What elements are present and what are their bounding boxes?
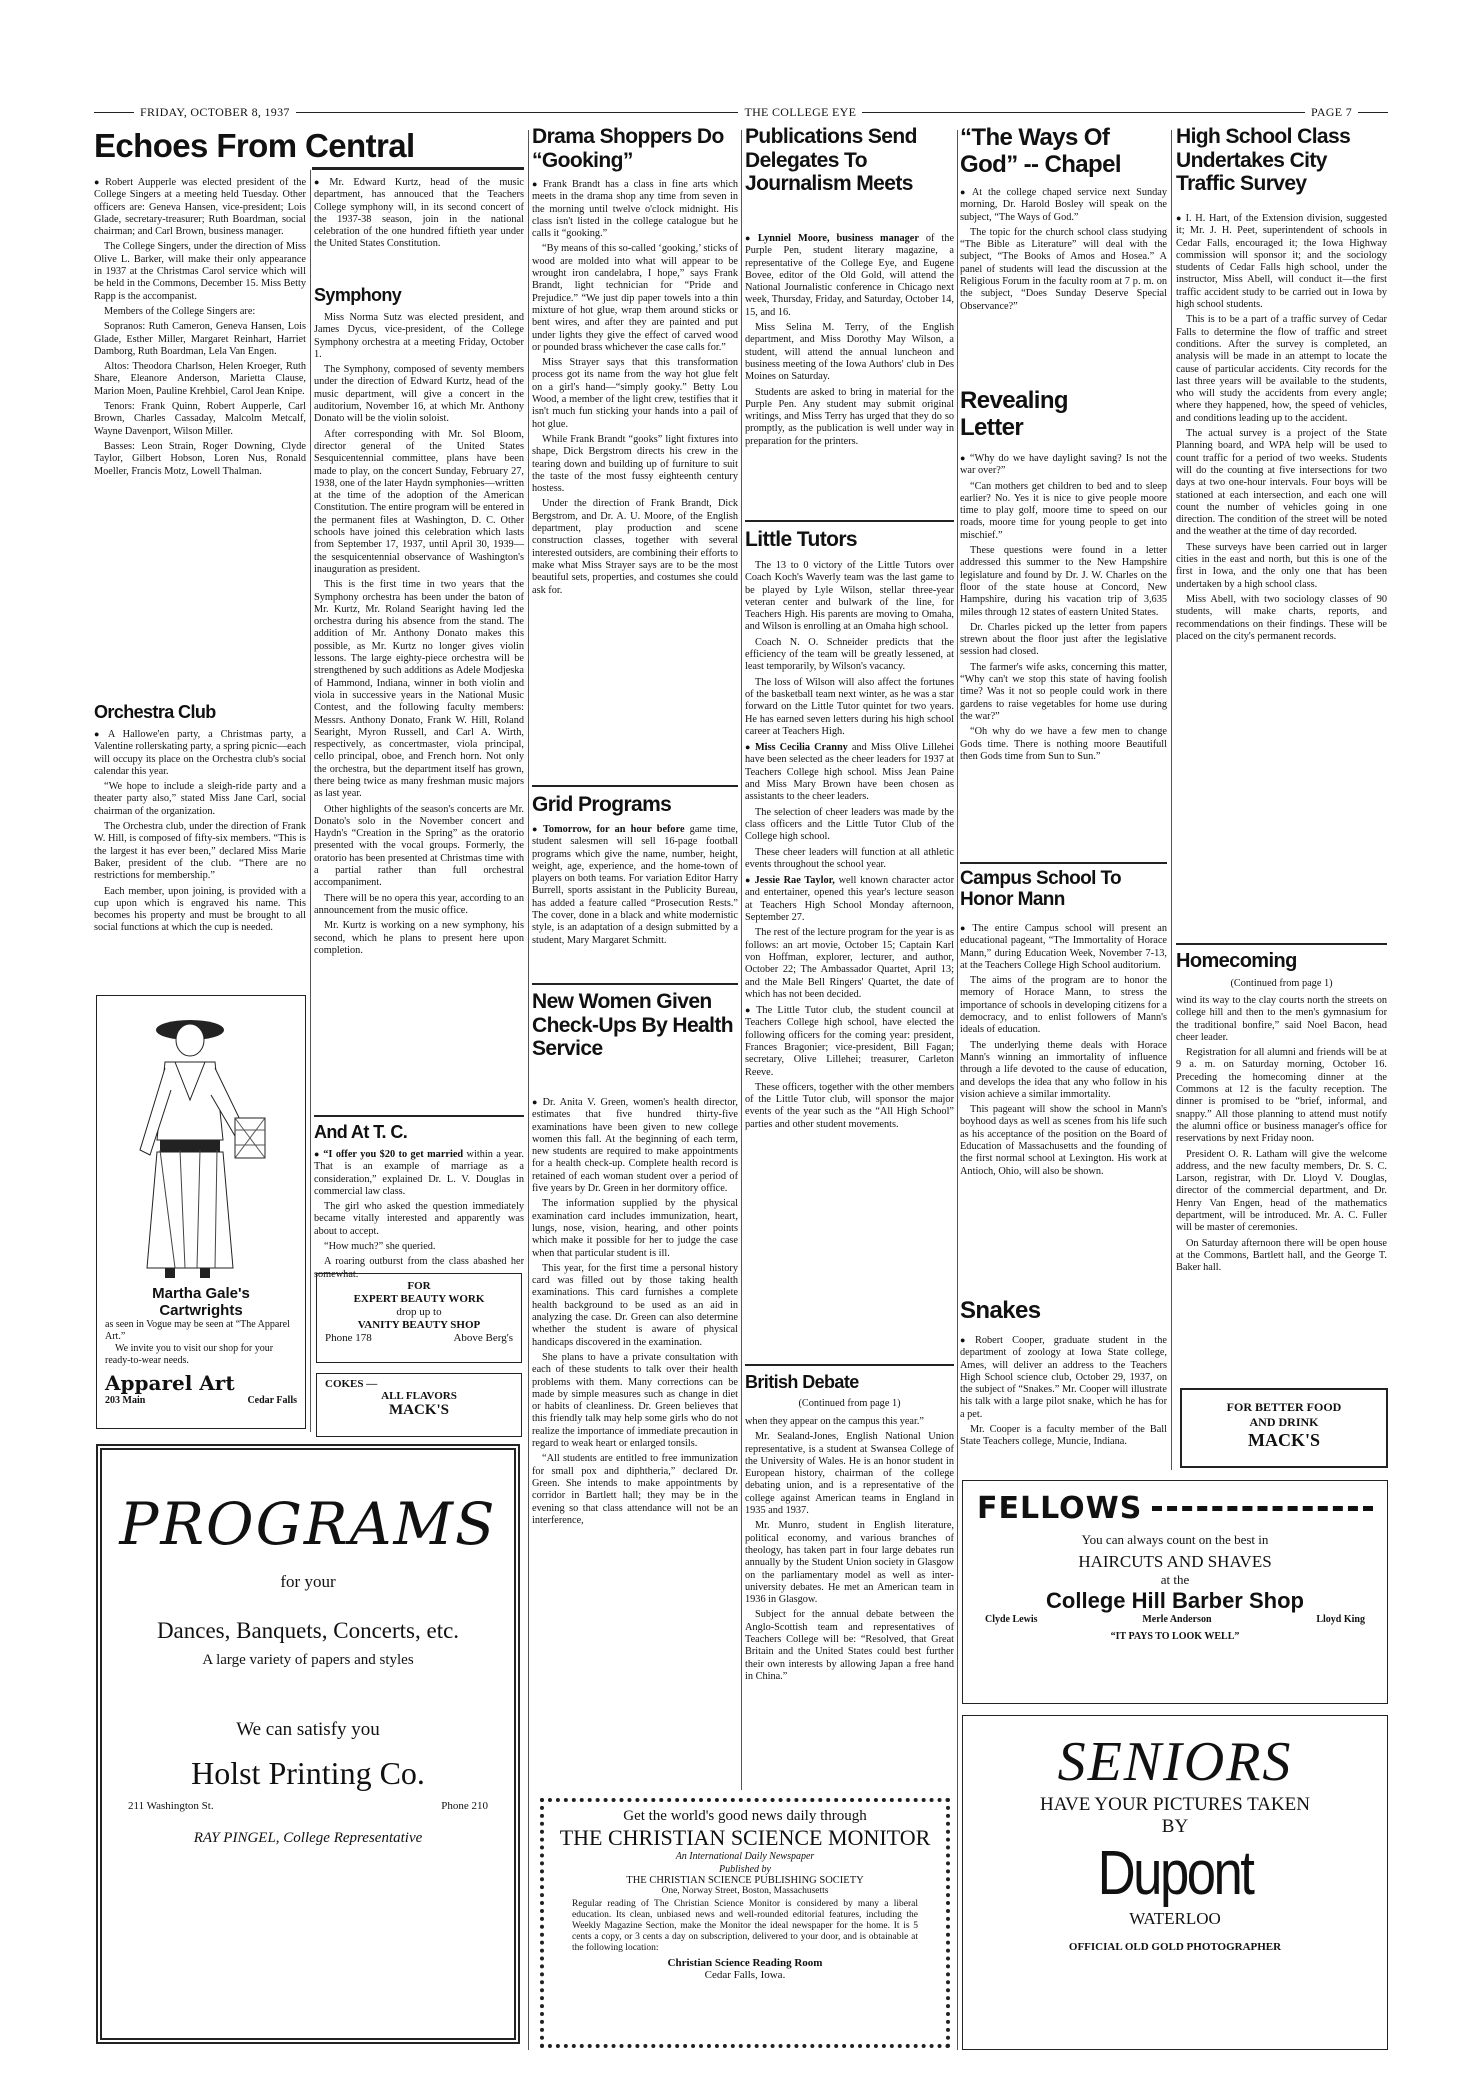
paragraph-text: The information supplied by the physical examination card includes immunization, heart, lungs, nose, vision, hearing, and other points which make it possible for her to judge the case when that particular student is ill.: [532, 1198, 738, 1259]
article-grid-programs: [532, 823, 738, 983]
paragraph: [314, 579, 524, 800]
ad-text: A large variety of papers and styles: [202, 1652, 414, 1668]
paragraph-text: President O. R. Latham will give the welcome address, and the new faculty members, Dr. S. C. Larson, registrar, with Dr. Lloyd V. Douglas, director of the commercial department, and Dr. Henry Van Engen, head of the mathematics department, will be introduced. Mr. A. C. Fuller will be master of ceremonies.: [1176, 1148, 1387, 1234]
paragraph: [745, 1004, 954, 1079]
paragraph-text: Miss Abell, with two sociology classes of 90 students, will make charts, reports, and recommendations on their findings. These will be placed on the city's permanent records.: [1176, 593, 1387, 642]
barber-name: Clyde Lewis: [985, 1614, 1038, 1625]
paragraph-text: “By means of this so-called ‘gooking,’ sticks of wood are molded into what will appear to be wrought iron candelabra, I hope,” says Frank Brandt, light technician for “Pride and Prejudice.” “We just dip paper towels into a thin mixture of hot glue, wrap them around sticks or bent wires, and after they are painted and put under lights they give the effect of carved wood or pounded brass whichever the case calls for.”: [532, 243, 738, 353]
paragraph: [94, 361, 306, 398]
paragraph-text: Students are asked to bring in material for the Purple Pen. Any student may submit original writings, and Miss Terry has urged that they do so promptly, as the publication is well under way in preparation for the printers.: [745, 386, 954, 447]
paragraph-text: These questions were found in a letter addressed this summer to the New Hampshire legislature and found by Dr. J. W. Charles on the floor of the state house at Concord, New Hampshire, during his vacation trip of 3,635 miles through 12 states of eastern United States.: [960, 545, 1167, 618]
bullet-icon: ●: [745, 742, 752, 753]
ad-name: Martha Gale's: [152, 1285, 250, 1302]
paragraph: [745, 232, 954, 319]
bullet-icon: ●: [960, 187, 969, 197]
headline-british-debate: British Debate: [745, 1372, 859, 1392]
bullet-icon: ●: [314, 177, 327, 187]
ad-text: We can satisfy you: [236, 1719, 380, 1740]
decorative-dashes: [1152, 1506, 1373, 1511]
lead-in: Miss Cecilia Cranny: [754, 742, 848, 754]
ad-text: HAVE YOUR PICTURES TAKEN: [1040, 1794, 1310, 1815]
divider: [532, 785, 738, 787]
lead-in: Jessie Rae Taylor,: [754, 875, 835, 887]
paragraph-text: These surveys have been carried out in larger cities in the east and north, but this is one of the first in Iowa, and the only one that has been undertaken by a high school class.: [1176, 541, 1387, 590]
headline-traffic-survey: High School Class Undertakes City Traffic Survey: [1176, 125, 1351, 196]
continued-note: [745, 1396, 954, 1415]
ad-city: WATERLOO: [1129, 1909, 1221, 1928]
article-orchestra: [94, 728, 306, 986]
paragraph-text: The 13 to 0 victory of the Little Tutors over Coach Koch's Waverly team was the last game to be played by Lyle Wilson, stellar three-year veteran center and bulwark of the line, for Teachers High. His parents are moving to Omaha, and Wilson is enrolling at an Omaha high school.: [745, 560, 954, 633]
paragraph-text: The rest of the lecture program for the year is as follows: an art movie, October 15; Captain Karl von Hoffman, explorer, lecturer, and author, October 22; The Ambassador Quartet, April 13; and the Male Bell Ringers' Quartet, the date of which has not been decided.: [745, 927, 954, 1000]
paragraph-text: The Orchestra club, under the direction of Frank W. Hill, is composed of fifty-six members. “This is the largest it has ever been,” declared Miss Marie Baker, president of the club. “There are no restrictions for membership.”: [94, 821, 306, 882]
paragraph: [960, 545, 1167, 619]
paragraph: [1176, 1047, 1387, 1145]
ad-text: FOR: [407, 1280, 431, 1292]
headline-and-at-tc: And At T. C.: [314, 1122, 408, 1142]
ad-text: drop up to: [396, 1306, 442, 1318]
paragraph: [960, 1424, 1167, 1449]
paragraph: [532, 1198, 738, 1259]
headline-publications: Publications Send Delegates To Journalism Meets: [745, 125, 917, 196]
paragraph: [94, 321, 306, 358]
headline-homecoming: Homecoming: [1176, 950, 1297, 972]
ad-shop-name: College Hill Barber Shop: [1046, 1588, 1304, 1613]
issue-date: FRIDAY, OCTOBER 8, 1937: [140, 104, 290, 119]
headline-snakes: Snakes: [960, 1297, 1041, 1324]
ad-product: Cartwrights: [159, 1302, 243, 1319]
ad-text: You can always count on the best in: [1081, 1532, 1269, 1547]
fashion-figure-illustration: [105, 1000, 295, 1280]
paragraph-text: Mr. Cooper is a faculty member of the Ball State Teachers college, Muncie, Indiana.: [960, 1424, 1167, 1448]
paragraph-text: This is the first time in two years that the Symphony orchestra has been under the baton of Mr. Kurtz, Mr. Roland Searight having led the orchestra during his absence from the stand. The addition of Mr. Anthony Donato makes this possible, as Mr. Kurtz no longer gives violin lessons. The large eighty-piece orchestra will be strengthened by such additions as Adele Modjeska of Hammond, Indiana, winner in both violin and viola in successive years in the National Music Contest, and the following faculty members: Messrs. Anthony Donato, Frank W. Hill, Roland Searight, Myron Russell, and Carl A. Wirth, respectively, as concertmaster, viola principal, cello principal, oboe, and French horn. Not only the orchestra, but the department itself has grown, there being twice as many freshman music majors as last year.: [314, 579, 524, 800]
paragraph: [960, 726, 1167, 763]
paragraph-text: On Saturday afternoon there will be open house at the Commons, Bartlett hall, and the George T. Baker hall.: [1176, 1237, 1387, 1274]
ad-text: COKES —: [325, 1378, 378, 1390]
paragraph-text: Altos: Theodora Charlson, Helen Kroeger, Ruth Share, Eleanore Anderson, Marietta Clause, Marion Moen, Pauline Krehbiel, Carol Jean Knipe.: [94, 361, 306, 397]
column-divider: [528, 130, 529, 2050]
bullet-icon: ●: [960, 453, 967, 463]
paragraph: [960, 622, 1167, 659]
article-snakes: [960, 1334, 1167, 1462]
headline-chapel: “The Ways Of God” -- Chapel: [960, 124, 1121, 178]
ad-text: An International Daily Newspaper: [675, 1851, 815, 1862]
bullet-icon: ●: [745, 233, 755, 243]
paragraph-text: The College Singers, under the direction of Miss Olive L. Barker, will make their only appearance in 1937 at the Christmas Carol service which will be held in the Commons, December 15. Miss Betty Rapp is the accompanist.: [94, 241, 306, 302]
ad-company: Holst Printing Co.: [191, 1755, 425, 1791]
paragraph-text: Mr. Edward Kurtz, head of the music department, has annouced that the Teachers College symphony will, in its second concert of the 1937-38 season, join in the national celebration of the one hundred fiftieth year under the United States Constitution.: [314, 177, 524, 250]
paragraph-text: After corresponding with Mr. Sol Bloom, director general of the United States Sesquicentennial committee, plans have been made to play, on the concert Sunday, February 27, 1938, one of the later Haydn symphonies—written at the time of the adoption of the American Constitution. The entire program will be entered in the permanent files at Washington, D. C. Other schools have joined this celebration which lasts from September 17, 1937, until April 30, 1939—the sesquicentennial observance of Washington's inauguration as president.: [314, 428, 524, 575]
divider: [960, 862, 1167, 864]
headline-campus-school: Campus School To Honor Mann: [960, 868, 1122, 911]
ad-text: AND DRINK: [1249, 1415, 1319, 1429]
headline-health: New Women Given Check-Ups By Health Service: [532, 990, 733, 1061]
paragraph: [745, 1082, 954, 1131]
divider: [312, 167, 524, 170]
article-echoes-col2: [314, 176, 524, 288]
barber-name: Lloyd King: [1316, 1614, 1365, 1625]
paragraph-text: The topic for the church school class studying “The Bible as Literature” will deal with the subject, “The Books of Amos and Hosea.” A panel of students will lead the discussion at the Religious Forum in the faculty room at 7 p. m. on the subject, “Does Sunday Deserve Special Observance?”: [960, 226, 1167, 312]
article-little-tutors: [745, 560, 954, 1360]
headline-orchestra: Orchestra Club: [94, 702, 216, 722]
paragraph: [745, 741, 954, 803]
ad-text: VANITY BEAUTY SHOP: [357, 1319, 481, 1331]
article-british-debate: [745, 1416, 954, 1790]
lead-in: “I offer you $20 to get married: [323, 1149, 464, 1160]
paragraph-text: The Little Tutor club, the student council at Teachers College high school, have elected the following officers for the coming year: president, Frances Bragonier; vice-president, Bill Fagan; secretary, Olive Lillehei; treasurer, Carleton Reeve.: [745, 1005, 955, 1078]
paragraph: [745, 677, 954, 738]
vanity-beauty-shop-ad: [316, 1273, 522, 1363]
ad-text: Get the world's good news daily through: [623, 1808, 867, 1824]
paragraph: [532, 1263, 738, 1349]
divider: [314, 1115, 524, 1117]
barber-name: Merle Anderson: [1142, 1614, 1212, 1625]
bullet-icon: ●: [532, 1097, 540, 1107]
paragraph-text: Mr. Munro, student in English literature, political economy, and various branches of theology, has taken part in four large debates run annually by the Student Union society in Glasgow on the parliamentary model as well as inter-university debates. He met an American team in 1936 in Glasgow.: [745, 1520, 954, 1606]
bullet-icon: ●: [532, 179, 540, 189]
dupont-photographer-ad: [962, 1715, 1388, 2050]
ad-text: MACK'S: [389, 1402, 449, 1418]
paragraph-text: A Hallowe'en party, a Christmas party, a Valentine rollerskating party, a spring picnic—each will occupy its place on the Orchestra club's social calendar this year.: [94, 729, 307, 777]
apparel-art-ad: [96, 995, 306, 1429]
paragraph-text: Miss Strayer says that this transformation process got its name from the way hot glue felt on a girl's hand—“simply gooky.” Betty Lou Wood, a member of the light crew, testifies that it isn't much fun sticking your hands into a pail of hot glue.: [532, 357, 738, 430]
paragraph: [960, 452, 1167, 478]
ad-text: at the: [1160, 1572, 1190, 1587]
paragraph-text: Members of the College Singers are:: [104, 305, 256, 317]
ad-city: Cedar Falls: [247, 1395, 297, 1406]
article-health: [532, 1096, 738, 1790]
macks-cokes-ad: [316, 1373, 522, 1437]
paragraph: [94, 176, 306, 238]
paragraph: [94, 886, 306, 935]
paragraph: [960, 975, 1167, 1036]
paragraph-text: “How much?” she queried.: [324, 1241, 436, 1253]
paragraph-text: Coach N. O. Schneider predicts that the efficiency of the team will be greatly lessened, at least temporarily, by Wilson's vacancy.: [745, 636, 954, 673]
paragraph: [1176, 428, 1387, 539]
paragraph-text: The entire Campus school will present an educational pageant, “The Immortality of Horace Mann,” during Education Week, November 7-13, at the Teachers College High School auditorium.: [960, 923, 1167, 971]
ad-text: OFFICIAL OLD GOLD PHOTOGRAPHER: [1068, 1941, 1282, 1953]
article-publications: [745, 232, 954, 517]
ad-location: Above Berg's: [453, 1332, 513, 1344]
headline-symphony: Symphony: [314, 285, 402, 305]
masthead: [94, 104, 1388, 120]
paragraph: [314, 176, 524, 251]
paragraph: [532, 1096, 738, 1195]
paragraph-text: Robert Cooper, graduate student in the department of zoology at Iowa State college, Ames, will deliver an address to the Teachers High School science club, October 29, 1937, on the subject of “Snakes.” Mr. Cooper will illustrate his talk with a large pilot snake, which he has for a pet.: [960, 1335, 1168, 1420]
paragraph-text: Subject for the annual debate between the Anglo-Scottish team and representatives of Teachers College will be: “Resolved, that Great Britain and the United States could best further their own interests by allowing Japan a free hand in China.”: [745, 1609, 954, 1682]
paragraph-text: Miss Norma Sutz was elected president, and James Dycus, vice-president, of the College Symphony orchestra at a meeting Friday, October 1.: [314, 312, 524, 360]
paragraph-text: game time, student salesmen will sell 16-page football programs which give the name, number, height, weight, age, experience, and the home-town of players on both teams. For variation Editor Harry Burrell, sports assistant in the Publicity Bureau, has added a feature called “Prosecution Rests.” The cover, done in a black and white modernistic style, is an adaptation of a design submitted by a student, Mary Margaret Schmitt.: [532, 824, 738, 946]
paragraph-text: well known character actor and entertainer, opened this year's lecture season at Teachers High School Monday afternoon, September 27.: [745, 875, 954, 924]
paragraph-text: and Miss Olive Lillehei have been selected as the cheer leaders for 1937 at Teachers College high school. Miss Jean Paine and Miss Mary Brown have been chosen as assistants to the cheer leaders.: [745, 742, 955, 803]
column-divider: [741, 130, 742, 1790]
paragraph: [1176, 542, 1387, 591]
paragraph-text: wind its way to the clay courts north the streets on college hill and then to the men's gymnasium for the traditional bonfire,” said Noel Bacon, head cheer leader.: [1176, 995, 1387, 1043]
paragraph: [94, 441, 306, 478]
paragraph: [532, 823, 738, 947]
headline-grid-programs: Grid Programs: [532, 793, 672, 816]
bullet-icon: ●: [960, 1335, 973, 1345]
paragraph-text: “Oh why do we have a few men to change Gods time. There is nothing moore Beautifull then Gods time from Sun to Sun.”: [960, 726, 1167, 762]
headline-echoes: Echoes From Central: [94, 127, 415, 164]
paragraph: [960, 186, 1167, 224]
headline-revealing-letter: Revealing Letter: [960, 387, 1068, 441]
ad-text: BY: [1161, 1816, 1189, 1837]
ad-studio: Dupont: [1097, 1839, 1253, 1908]
ad-title: THE CHRISTIAN SCIENCE MONITOR: [559, 1825, 931, 1850]
divider: [532, 983, 738, 985]
paragraph-text: This year, for the first time a personal history card was filled out by those taking health examinations. This card furnishes a complete health background to be used as an aid in analyzing the case. Dr. Green can also determine whether the student is aware of physical handicaps discovered in the examination.: [532, 1262, 738, 1348]
article-traffic-survey: [1176, 212, 1387, 940]
ad-slogan: “IT PAYS TO LOOK WELL”: [1110, 1631, 1240, 1642]
headline-little-tutors: Little Tutors: [745, 528, 857, 551]
paragraph-text: The underlying theme deals with Horace Mann's winning an immortality of influence through a life devoted to the cause of education, and develops the idea that any who follow in his vision achieve a similar immortality.: [960, 1039, 1167, 1100]
divider: [745, 520, 954, 522]
paragraph-text: Other highlights of the season's concerts are Mr. Donato's solo in the November concert and Haydn's “Creation in the Spring” as the oratorio presented with the vocal groups. Formerly, the oratorio has been presented at Christmas time with a partial rather than full orchestral accompaniment.: [314, 803, 524, 889]
paragraph-text: A roaring outburst from the class abashed her somewhat.: [314, 1256, 524, 1280]
paragraph: [532, 434, 738, 495]
paragraph: [532, 1453, 738, 1527]
paragraph-text: The loss of Wilson will also affect the fortunes of the basketball team next winter, as he was a star forward on the Little Tutor quintet for two years. He has earned seven letters during his high school career at Teachers High.: [745, 676, 954, 737]
paragraph-text: Dr. Anita V. Green, women's health director, estimates that five hundred thirty-five examinations have been given to new college women this fall. At the beginning of each term, new students are required to make appointments for a health check-up. Complete health record is retained of each woman student over a period of five years by Dr. Green in her dormitory office.: [532, 1097, 738, 1195]
paragraph: [314, 1148, 524, 1198]
divider: [1176, 943, 1387, 945]
ad-text: THE CHRISTIAN SCIENCE PUBLISHING SOCIETY: [626, 1875, 864, 1886]
paragraph-text: Basses: Leon Strain, Roger Downing, Clyde Taylor, Gilbert Hobson, Loren Nus, Ronald Moeller, Francis Motz, Lowell Thalman.: [94, 440, 306, 477]
paragraph-text: I. H. Hart, of the Extension division, suggested it; Mr. J. H. Peet, superintendent of schools in Cedar Falls, encouraged it; the Iowa Highway commission will sponsor it; and the sociology students of Cedar Falls high school, under the instructor, Miss Abell, will conduct it—the first traffic accident study to be carried out in Iowa by high school students.: [1176, 213, 1387, 311]
bullet-icon: ●: [745, 875, 752, 886]
paragraph-text: The actual survey is a project of the State Planning board, and WPA help will be used to count traffic for a period of two weeks. Students will do the counting at five intersections for two days at two one-hour intervals. Four boys will be stationed at each intersection, and each one will count the number of vehicles going in one direction. The condition of the street will be noted and the weather at the time of day recorded.: [1176, 428, 1387, 538]
paragraph: [960, 481, 1167, 542]
paragraph: [314, 893, 524, 918]
continued-note: [1176, 976, 1387, 995]
column-divider: [310, 170, 311, 1432]
article-homecoming: [1176, 995, 1387, 1385]
paragraph: [532, 357, 738, 431]
ad-text: for your: [280, 1572, 336, 1591]
lead-in: Tomorrow, for an hour before: [543, 824, 685, 835]
paragraph: [314, 1201, 524, 1238]
paragraph: [94, 821, 306, 882]
paragraph-text: This pageant will show the school in Mann's boyhood days as well as scenes from his life such as his acceptance of the position on the Board of Education of Massachusetts and the founding of the first normal school at Lexington. His work at Antioch, Ohio, will also be shown.: [960, 1104, 1167, 1177]
article-drama: [532, 178, 738, 783]
paragraph-text: Frank Brandt has a class in fine arts which meets in the drama shop any time from seven in the morning until twelve o'clock midnight. His class isn't listed in the college catalogue but he calls it “gooking.”: [532, 179, 738, 240]
ad-address: 211 Washington St.: [128, 1800, 214, 1812]
ad-text: Dances, Banquets, Concerts, etc.: [156, 1618, 460, 1643]
paragraph: [1176, 995, 1387, 1044]
paragraph-text: The farmer's wife asks, concerning this matter, “Why can't we stop this state of having foolish time? Was it not so people could work in there gardens to raise vegetables for home use during the war?”: [960, 661, 1167, 722]
paragraph-text: “We hope to include a sleigh-ride party and a theater party also,” stated Miss Jane Carl, social chairman of the organization.: [94, 781, 306, 817]
paragraph: [94, 306, 306, 318]
paragraph-text: Dr. Charles picked up the letter from papers strewn about the floor just after the legislative session had closed.: [960, 621, 1167, 658]
paragraph-text: The Symphony, composed of seventy members under the direction of Edward Kurtz, head of the music department, will give a concert in the auditorium, November 16, at which Mr. Anthony Donato will be the violin soloist.: [314, 364, 524, 425]
paragraph-text: There will be no opera this year, according to an announcement from the music office.: [314, 892, 524, 916]
paragraph-text: At the college chaped service next Sunday morning, Dr. Harold Bosley will speak on the subject, “The Ways of God.”: [960, 187, 1168, 223]
paragraph-text: Tenors: Frank Quinn, Robert Aupperle, Carl Brown, Charles Cassaday, Malcolm Metcalf, Wayne Davenport, Wilson Miller.: [94, 401, 306, 437]
paragraph: [1176, 594, 1387, 643]
paragraph: [314, 1241, 524, 1253]
christian-science-monitor-ad: [540, 1798, 950, 2048]
ad-text: Christian Science Reading Room: [667, 1957, 823, 1969]
paragraph-text: Sopranos: Ruth Cameron, Geneva Hansen, Lois Glade, Esther Miller, Margaret Reinhart, Harriet Damborg, Ruth Boardman, Lela Van Engen.: [94, 321, 306, 357]
paragraph-text: Mr. Sealand-Jones, English National Union representative, is a student at Swansea College of the University of Wales. He is an honor student in European history, chairman of the college debating union, and is a representative of the college against American teams in England in 1935 and 1937.: [745, 1431, 954, 1517]
paragraph: [745, 847, 954, 872]
paragraph: [314, 312, 524, 361]
paragraph: [314, 920, 524, 957]
ad-address: 203 Main: [105, 1395, 146, 1406]
paragraph: [745, 637, 954, 674]
bullet-icon: ●: [745, 1005, 754, 1016]
bullet-icon: ●: [94, 177, 103, 187]
column-divider: [957, 130, 958, 2050]
paragraph: [960, 1040, 1167, 1101]
paragraph: [1176, 1238, 1387, 1275]
paragraph-text: She plans to have a private consultation with each of these students to talk over their health problems with them. Many corrections can be made by simple measures such as change in diet or habits of cleanliness. Dr. Green believes that this friendly talk may help some girls who do not realize the importance of immediate precaution in regard to weak heart or enlarged tonsils.: [532, 1351, 738, 1450]
ad-text: FOR BETTER FOOD: [1226, 1400, 1342, 1414]
paragraph-text: The girl who asked the question immediately became vitally interested and apparently was about to accept.: [314, 1201, 524, 1237]
paper-name: THE COLLEGE EYE: [744, 104, 857, 119]
paragraph-text: “All students are entitled to free immunization for small pox and diphtheria,” declared Dr. Green. She intends to make appointments by corridor in Bartlett hall; they may be in the evening so that class attendance will not be an interference,: [532, 1453, 738, 1526]
paragraph-text: While Frank Brandt “gooks” light fixtures into shape, Dick Bergstrom directs his crew in the tearing down and building up of furniture to suit the taste of the most fussy eighteenth century hostess.: [532, 433, 738, 495]
bullet-icon: ●: [1176, 213, 1183, 223]
paragraph: [532, 1352, 738, 1450]
paragraph-text: Robert Aupperle was elected president of the College Singers at a meeting held Tuesday. Other officers are: Geneva Hansen, vice-president; Lois Glade, secretary-treasurer; Ruth Boardman, social chairman; and Carl Brown, business manager.: [94, 177, 307, 238]
paragraph-text: “Why do we have daylight saving? Is not the war over?”: [960, 453, 1168, 477]
ad-title: PROGRAMS: [119, 1490, 497, 1558]
page-number: PAGE 7: [1310, 104, 1353, 119]
paragraph: [745, 1416, 954, 1428]
paragraph-text: Registration for all alumni and friends will be at 9 a. m. on Saturday morning, October 16. Preceding the homecoming dinner at the Commons at 12 is the faculty reception. The dinner is promised to be “brief, informal, and snappy.” All those planning to attend must notify the alumni office or business manager's office for reservations by next Friday noon.: [1176, 1047, 1387, 1145]
paragraph: [745, 807, 954, 844]
paragraph: [960, 662, 1167, 723]
paragraph: [314, 429, 524, 577]
ad-text: Cedar Falls, Iowa.: [704, 1969, 786, 1981]
paragraph-text: These cheer leaders will function at all athletic events throughout the school year.: [745, 846, 954, 870]
macks-food-ad: [1180, 1388, 1388, 1468]
bullet-icon: ●: [314, 1149, 321, 1159]
paragraph: [1176, 1149, 1387, 1235]
paragraph-text: The aims of the program are to honor the memory of Horace Mann, to stress the importance of schools in developing citizens for a democracy, and to enlist followers of Mann's ideals of education.: [960, 975, 1167, 1036]
paragraph: [314, 364, 524, 425]
ad-text: HAIRCUTS AND SHAVES: [1078, 1552, 1272, 1571]
article-revealing-letter: [960, 452, 1167, 860]
paragraph: [94, 401, 306, 438]
paragraph: [745, 387, 954, 448]
article-echoes-col1: [94, 176, 306, 701]
paragraph-text: Each member, upon joining, is provided with a cup upon which is engraved his name. This becomes his property and must be brought to all social functions at which the cup is needed.: [94, 885, 306, 934]
college-hill-barber-shop-ad: [962, 1480, 1388, 1704]
continued-label: (Continued from page 1): [798, 1398, 901, 1409]
paragraph: [745, 322, 954, 383]
paragraph: [94, 781, 306, 818]
paragraph: [314, 804, 524, 890]
ad-body: Regular reading of The Christian Science Monitor is considered by many a liberal education. Its clean, unbiased news and well-rounded editorial features, including the Weekly Magazine Section, make the Monitor the ideal newspaper for the home. It is 5 cents a copy, or 3 cents a day on subscription, delivered to your door, and is obtainable at the following location:: [572, 1899, 918, 1953]
paragraph: [745, 1520, 954, 1606]
paragraph: [745, 927, 954, 1001]
paragraph: [1176, 314, 1387, 425]
bullet-icon: ●: [532, 824, 540, 834]
paragraph-text: This is to be a part of a traffic survey of Cedar Falls to determine the flow of traffic and street conditions. After the survey is completed, an analysis will be made in an attempt to locate the cause of particular accidents. City records for the last three years will be available to the students, who will study the accidents from every angle; where they happened, how, the speed of vehicles, and conditions leading up to the accident.: [1176, 314, 1387, 424]
ad-title: SENIORS: [1057, 1731, 1293, 1793]
continued-label: (Continued from page 1): [1230, 978, 1333, 989]
paragraph-text: of the Purple Pen, student literary magazine, a representative of the College Eye, and Eugene Bovee, editor of the Old Gold, will attend the National Journalistic conference in Chicago next week, Thursday, Friday, and Saturday, October 14, 15, and 16.: [745, 233, 955, 318]
paragraph: [960, 1104, 1167, 1178]
article-campus-school: [960, 922, 1167, 1287]
programs-ad: [96, 1444, 520, 2044]
bullet-icon: ●: [960, 923, 970, 933]
lead-in: Lynniel Moore, business manager: [757, 233, 919, 244]
ad-text: One, Norway Street, Boston, Massachusetts: [661, 1886, 829, 1896]
paragraph-text: The selection of cheer leaders was made by the class officers and the Little Tutor Club of the College high school.: [745, 806, 954, 843]
paragraph: [94, 728, 306, 778]
paragraph: [745, 560, 954, 634]
ad-phone: Phone 178: [325, 1332, 372, 1344]
paragraph: [745, 874, 954, 924]
paragraph-text: “Can mothers get children to bed and to sleep earlier? No. Yes it is nice to give people moore time to play golf, moore time to speed on our roads, moore time for young people to get into mischief.”: [960, 480, 1167, 541]
article-symphony: [314, 312, 524, 1112]
paragraph-text: Miss Selina M. Terry, of the English department, and Miss Dorothy May Wilson, a student, will attend the annual luncheon and business meeting of the Iowa Authors' club in Des Moines on Saturday.: [745, 322, 954, 383]
column-divider: [1171, 130, 1172, 1470]
paragraph-text: within a year. That is an example of marriage as a consideration,” explained Dr. L. V. Douglas in commercial law class.: [314, 1149, 524, 1197]
ad-text: Published by: [719, 1864, 771, 1875]
bullet-icon: ●: [94, 729, 105, 739]
paragraph: [532, 243, 738, 354]
paragraph: [745, 1609, 954, 1683]
ad-phone: Phone 210: [441, 1800, 488, 1812]
ad-text: as seen in Vogue may be seen at “The Apparel Art.”: [105, 1319, 290, 1342]
paragraph: [960, 922, 1167, 972]
ad-text: MACK'S: [1248, 1430, 1320, 1450]
paragraph-text: when they appear on the campus this year.”: [745, 1416, 924, 1427]
paragraph-text: These officers, together with the other members of the Little Tutor club, will sponsor the major events of the year such as the “All High School” parties and other student movements.: [745, 1081, 954, 1130]
article-and-at-tc: [314, 1148, 524, 1280]
paragraph: [532, 178, 738, 240]
paragraph: [745, 1431, 954, 1517]
ad-text: We invite you to visit our shop for your ready-to-wear needs.: [105, 1343, 274, 1366]
ad-text: ALL FLAVORS: [381, 1390, 457, 1402]
shop-logo: Apparel Art: [105, 1371, 235, 1395]
ad-text: EXPERT BEAUTY WORK: [353, 1293, 485, 1305]
paragraph: [94, 241, 306, 302]
paragraph: [1176, 212, 1387, 311]
paragraph: [532, 498, 738, 596]
divider: [745, 1364, 954, 1366]
ad-rep: RAY PINGEL, College Representative: [193, 1830, 423, 1846]
paragraph: [960, 1334, 1167, 1421]
ad-title: FELLOWS: [977, 1491, 1143, 1526]
paragraph-text: Under the direction of Frank Brandt, Dick Bergstrom, and Dr. A. U. Moore, of the English department, play production and scene construction classes, together with several interested outsiders, are combining their efforts to make what Miss Strayer says are to be the most beautiful sets, properties, and costumes she could ask for.: [532, 498, 738, 596]
paragraph-text: Mr. Kurtz is working on a new symphony, his second, which he plans to present here upon completion.: [314, 920, 524, 956]
paragraph: [960, 227, 1167, 313]
headline-drama: Drama Shoppers Do “Gooking”: [532, 125, 724, 172]
